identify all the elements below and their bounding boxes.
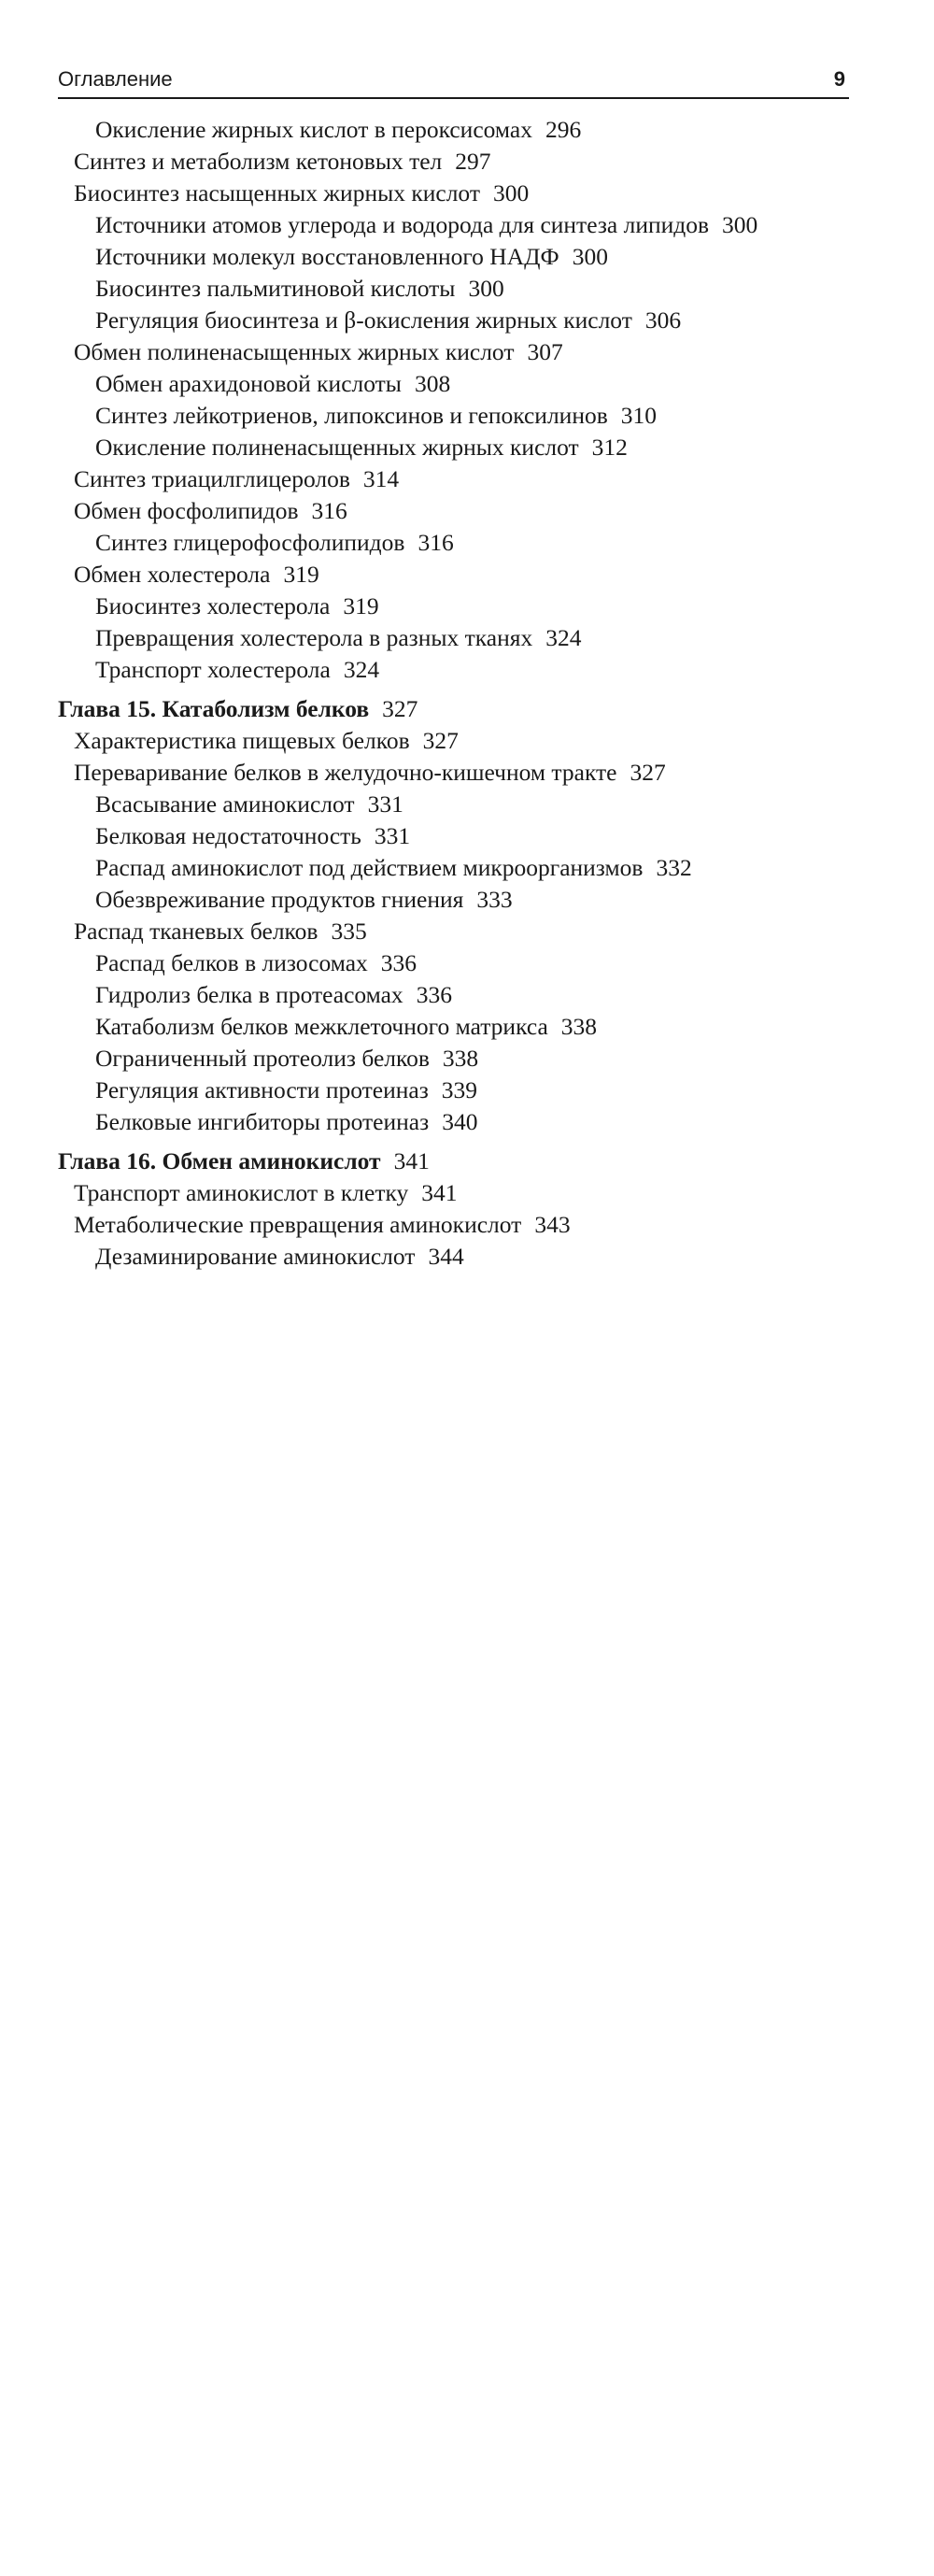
toc-entry-title: Регуляция активности протеиназ — [95, 1075, 429, 1106]
running-header — [58, 64, 849, 99]
toc-entry[interactable] — [58, 146, 852, 178]
toc-entry-title: Гидролиз белка в протеасомах — [95, 979, 403, 1011]
toc-entry-title: Обмен холестерола — [74, 559, 270, 591]
toc-entry-title: Глава 15. Катаболизм белков — [58, 693, 369, 725]
toc-entry-title: Транспорт аминокислот в клетку — [74, 1177, 408, 1209]
toc-entry[interactable] — [58, 820, 852, 852]
toc-entry-title: Источники атомов углерода и водорода для синтеза липидов — [95, 209, 709, 241]
toc-entry-page: 333 — [476, 884, 934, 2219]
toc-entry[interactable] — [58, 432, 852, 463]
toc-entry[interactable] — [58, 916, 852, 947]
toc-entry-page: 297 — [455, 146, 934, 1481]
toc-entry-page: 331 — [368, 789, 934, 2124]
toc-entry-page: 312 — [592, 432, 934, 1767]
toc-entry-title: Окисление полиненасыщенных жирных кислот — [95, 432, 579, 463]
toc-entry[interactable] — [58, 591, 852, 622]
toc-entry[interactable] — [58, 1177, 852, 1209]
toc-entry[interactable] — [58, 622, 852, 654]
toc-entry[interactable] — [58, 305, 852, 336]
toc-entry-title: Всасывание аминокислот — [95, 789, 355, 820]
toc-entry-page: 310 — [621, 400, 934, 1735]
toc-entry[interactable] — [58, 463, 852, 495]
toc-entry-page: 335 — [331, 916, 934, 2251]
toc-entry-page: 300 — [468, 273, 934, 1608]
toc-entry-page: 316 — [312, 495, 934, 1830]
toc-entry-title: Окисление жирных кислот в пероксисомах — [95, 114, 532, 146]
toc-entry-page: 314 — [363, 463, 934, 1799]
toc-entry-page: 319 — [343, 591, 934, 1926]
toc-entry[interactable] — [58, 852, 852, 884]
section-title: Оглавление — [58, 67, 173, 92]
toc-entry-page: 343 — [534, 1209, 934, 2544]
toc-entry-title: Синтез триацилглицеролов — [74, 463, 350, 495]
toc-entry-page: 340 — [442, 1106, 934, 2441]
toc-entry[interactable] — [58, 273, 852, 305]
toc-entry[interactable] — [58, 336, 852, 368]
toc-entry[interactable] — [58, 178, 852, 209]
toc-entry[interactable] — [58, 789, 852, 820]
toc-entry[interactable] — [58, 979, 852, 1011]
toc-entry-title: Биосинтез пальмитиновой кислоты — [95, 273, 455, 305]
toc-entry[interactable] — [58, 654, 852, 686]
toc-entry-title: Транспорт холестерола — [95, 654, 331, 686]
toc-entry-title: Метаболические превращения аминокислот — [74, 1209, 521, 1241]
toc-entry-page: 331 — [375, 820, 934, 2156]
toc-entry-title: Характеристика пищевых белков — [74, 725, 410, 757]
toc-entry[interactable] — [58, 1075, 852, 1106]
toc-entry-title: Распад тканевых белков — [74, 916, 318, 947]
toc-entry[interactable] — [58, 757, 852, 789]
toc-entry[interactable] — [58, 400, 852, 432]
toc-entry-title: Синтез глицерофосфолипидов — [95, 527, 404, 559]
toc-entry[interactable] — [58, 1043, 852, 1075]
toc-entry[interactable] — [58, 241, 852, 273]
toc-entry-page: 327 — [382, 693, 934, 2028]
toc-entry[interactable] — [58, 209, 852, 241]
toc-entry-page: 341 — [394, 1146, 934, 2481]
toc-entry-page: 341 — [421, 1177, 934, 2512]
toc-entry-title: Регуляция биосинтеза и β-окисления жирных кислот — [95, 305, 632, 336]
toc-entry-page: 327 — [630, 757, 934, 2092]
toc-entry[interactable] — [58, 884, 852, 916]
toc-entry-title: Глава 16. Обмен аминокислот — [58, 1146, 381, 1177]
toc-entry-page: 306 — [645, 305, 934, 1640]
toc-entry-page: 327 — [423, 725, 934, 2060]
toc-entry-page: 324 — [344, 654, 934, 1989]
toc-entry-page: 339 — [442, 1075, 934, 2410]
toc-entry-title: Катаболизм белков межклеточного матрикса — [95, 1011, 548, 1043]
toc-entry-title: Биосинтез холестерола — [95, 591, 330, 622]
toc-entry-page: 308 — [415, 368, 934, 1703]
toc-entry-title: Синтез лейкотриенов, липоксинов и гепоксилинов — [95, 400, 608, 432]
toc-entry[interactable] — [58, 1011, 852, 1043]
toc-entry-page: 344 — [428, 1241, 934, 2576]
toc-entry-page: 338 — [443, 1043, 934, 2378]
page-number: 9 — [834, 67, 845, 92]
toc-entry-page: 307 — [528, 336, 934, 1672]
toc-entry-page: 324 — [545, 622, 934, 1957]
toc-chapter-entry[interactable] — [58, 693, 852, 725]
toc-entry[interactable] — [58, 947, 852, 979]
toc-entry-title: Обмен фосфолипидов — [74, 495, 299, 527]
toc-entry-title: Ограниченный протеолиз белков — [95, 1043, 430, 1075]
toc-entry[interactable] — [58, 527, 852, 559]
toc-entry-page: 332 — [656, 852, 934, 2187]
toc-entry[interactable] — [58, 1209, 852, 1241]
toc-entry-page: 296 — [545, 114, 934, 1449]
toc-entry-title: Белковая недостаточность — [95, 820, 361, 852]
toc-entry[interactable] — [58, 368, 852, 400]
toc-entry[interactable] — [58, 495, 852, 527]
toc-entry[interactable] — [58, 725, 852, 757]
toc-entry[interactable] — [58, 1241, 852, 1273]
toc-entry-title: Обезвреживание продуктов гниения — [95, 884, 463, 916]
toc-entry-page: 319 — [283, 559, 934, 1894]
toc-entry-page: 336 — [381, 947, 934, 2283]
toc-entry-title: Переваривание белков в желудочно-кишечном тракте — [74, 757, 616, 789]
toc-entry[interactable] — [58, 1106, 852, 1138]
toc-entry-page: 338 — [561, 1011, 934, 2346]
toc-entry-title: Синтез и метаболизм кетоновых тел — [74, 146, 442, 178]
toc-entry-title: Обмен арахидоновой кислоты — [95, 368, 402, 400]
toc-entry-title: Белковые ингибиторы протеиназ — [95, 1106, 429, 1138]
toc-entry[interactable] — [58, 559, 852, 591]
toc-entry-page: 300 — [493, 178, 934, 1513]
toc-entry-title: Распад белков в лизосомах — [95, 947, 368, 979]
toc-entry-page: 300 — [722, 209, 934, 1544]
toc-chapter-entry[interactable] — [58, 1146, 852, 1177]
toc-entry-title: Распад аминокислот под действием микроорганизмов — [95, 852, 643, 884]
toc-entry-title: Обмен полиненасыщенных жирных кислот — [74, 336, 515, 368]
toc-entry-page: 300 — [573, 241, 934, 1576]
toc-entry[interactable] — [58, 114, 852, 146]
toc-entry-page: 336 — [417, 979, 934, 2314]
toc-entry-page: 316 — [417, 527, 934, 1862]
toc-entry-title: Биосинтез насыщенных жирных кислот — [74, 178, 480, 209]
toc-entry-title: Превращения холестерола в разных тканях — [95, 622, 532, 654]
toc-entry-title: Дезаминирование аминокислот — [95, 1241, 415, 1273]
toc-entry-title: Источники молекул восстановленного НАДФ — [95, 241, 559, 273]
